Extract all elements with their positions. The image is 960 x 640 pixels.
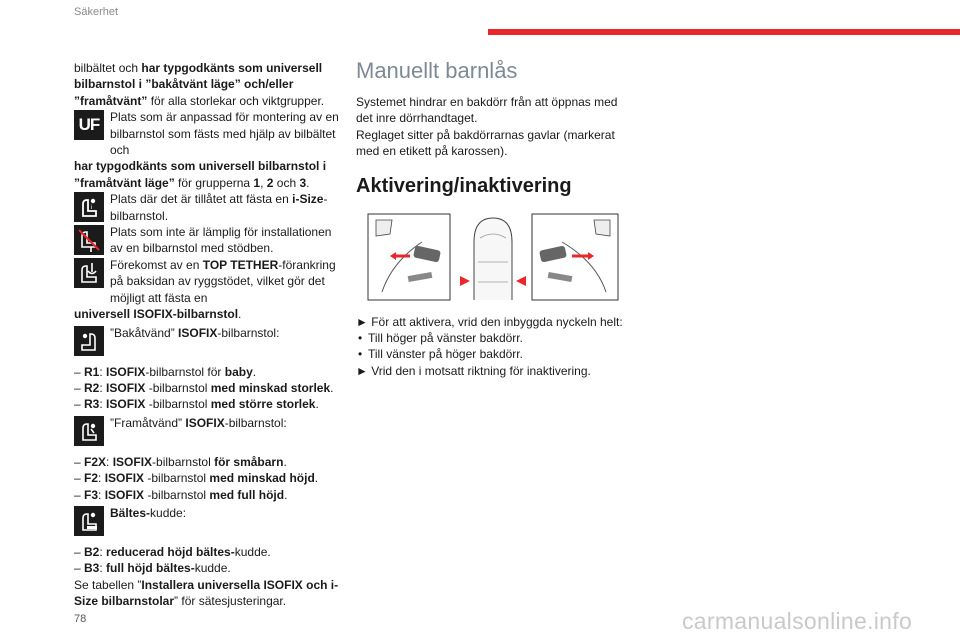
no-support-leg-icon [74,225,104,255]
list-item: – R3: ISOFIX -bilbarnstol med större storlek. [74,397,319,412]
child-lock-illustration [362,212,624,302]
section-header: Säkerhet [74,6,119,18]
uf-icon: UF [74,110,104,140]
list-item: – F3: ISOFIX -bilbarnstol med full höjd. [74,487,288,502]
booster-entry: Bältes-kudde: [74,505,342,536]
location-paragraph: Reglaget sitter på bakdörrarnas gavlar (markerat med en etikett på karossen). [356,127,615,159]
forward-facing-seat-icon [74,416,104,446]
left-door-panel-image [368,214,450,300]
activation-instruction: ► För att aktivera, vrid den inbyggda nyckeln helt: [356,314,623,329]
intro-paragraph: bilbältet och har typgodkänts som universell bilbarnstol i ”bakåtvänt läge” och/eller ”framåtvänt” för alla storlekar och viktgrupper. [74,61,325,108]
top-tether-entry: Förekomst av en TOP TETHER-förankring på baksidan av ryggstödet, vilket gör det möjligt att fästa en [74,257,342,306]
uf-continued: har typgodkänts som universell bilbarnstol i ”framåtvänt läge” för grupperna 1, 2 och 3. [74,159,327,190]
description-paragraph: Systemet hindrar en bakdörr från att öppnas med det inre dörrhandtaget. [356,95,618,126]
list-item: • Till höger på vänster bakdörr. [356,330,636,346]
section-title: Manuellt barnlås [356,58,518,83]
left-column [74,60,342,610]
table-reference: Se tabellen ”Installera universella ISOFIX och i-Size bilbarnstolar” för sätesjusteringar. [74,577,339,609]
forward-facing-entry: ”Framåtvänd” ISOFIX-bilbarnstol: [74,415,342,446]
deactivation-instruction: ► Vrid den i motsatt riktning för inaktivering. [356,363,591,378]
list-item: – F2X: ISOFIX-bilbarnstol för småbarn. [74,454,287,469]
top-tether-continued: universell ISOFIX-bilbarnstol. [74,307,242,322]
list-item: • Till vänster på höger bakdörr. [356,346,636,362]
subsection-title: Aktivering/inaktivering [356,174,572,197]
list-item: – R1: ISOFIX-bilbarnstol för baby. [74,364,257,379]
list-item: – B3: full höjd bältes-kudde. [74,561,231,576]
list-item: – B2: reducerad höjd bältes-kudde. [74,544,271,559]
uf-entry: UF Plats som är anpassad för montering av en bilbarnstol som fästs med hjälp av bilbältet och [74,109,342,158]
car-top-view-image [460,218,526,300]
watermark: carmanualsonline.info [682,608,913,634]
svg-text:i: i [91,205,93,212]
rear-facing-seat-icon [74,326,104,356]
booster-cushion-icon [74,506,104,536]
isize-entry: i Plats där det är tillåtet att fästa en i-Size-bilbarnstol. [74,191,342,224]
no-support-leg-entry: Plats som inte är lämplig för installationen av en bilbarnstol med stödben. [74,224,342,257]
list-item: – F2: ISOFIX -bilbarnstol med minskad höjd. [74,471,319,486]
door-bullet-list [356,330,636,363]
top-tether-anchor-icon [74,258,104,288]
right-door-panel-image [532,214,618,300]
section-accent-bar [488,29,960,35]
isize-seat-icon [74,192,104,222]
right-column [356,58,636,379]
page-number: 78 [74,613,87,625]
rear-facing-entry: ”Bakåtvänd” ISOFIX-bilbarnstol: [74,325,342,356]
list-item: – R2: ISOFIX -bilbarnstol med minskad storlek. [74,380,334,395]
